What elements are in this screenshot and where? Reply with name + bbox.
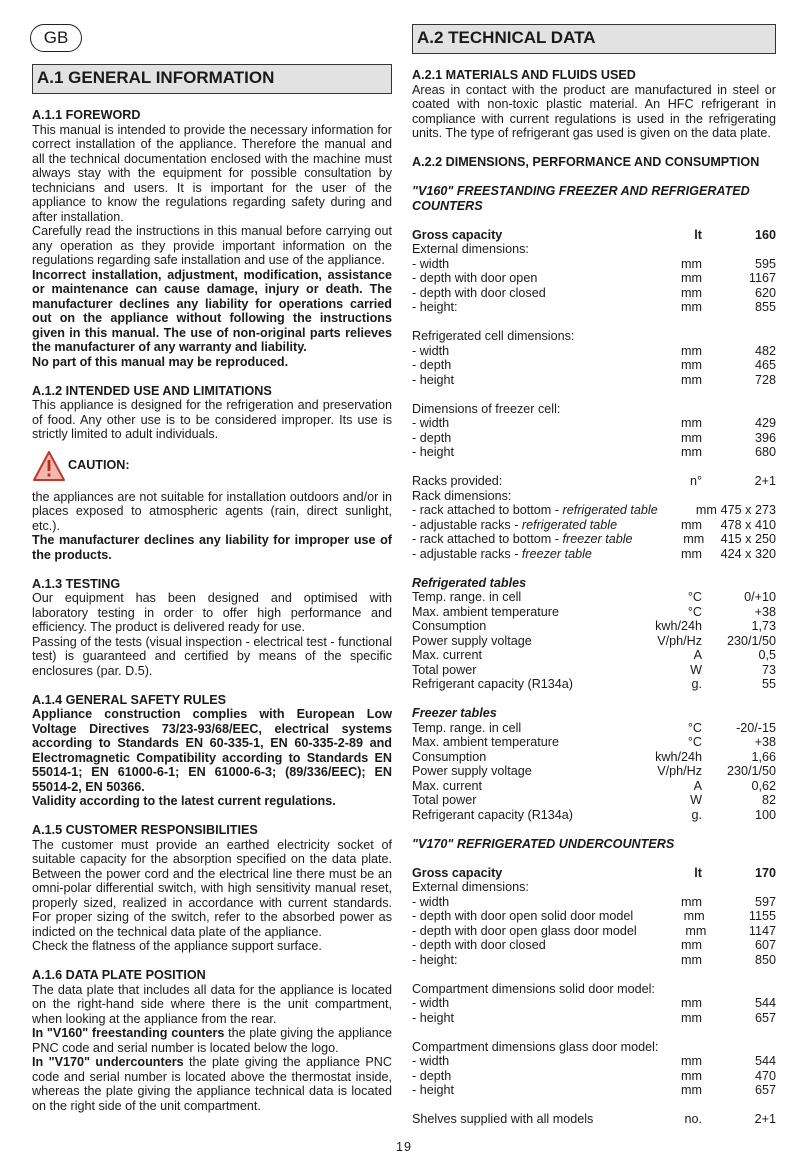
spec-row bbox=[412, 1054, 776, 1069]
spec-label: - depth bbox=[412, 1068, 452, 1083]
testing-paragraph: Passing of the tests (visual inspection - electrical test - functional test) is guaranteed and certified by means of the specific enclosures (par. D.5). bbox=[32, 634, 392, 678]
spec-label bbox=[412, 532, 633, 547]
spec-value: 1147 bbox=[748, 923, 776, 938]
spec-unit: A bbox=[693, 648, 702, 662]
foreword-paragraph: This manual is intended to provide the necessary information for correct installation of the appliance. Therefore the manual and all the technical documentation enclosed with the machine must always stay with the equipment for possible consultation by technicians and users. It is important for the user of the appliance to know the regulations regarding safety during and after installation. bbox=[32, 122, 392, 224]
spec-label: - width bbox=[412, 1054, 450, 1068]
spec-label: Total power bbox=[412, 793, 477, 807]
spec-list bbox=[412, 257, 776, 315]
intended-use-paragraph: This appliance is designed for the refrigeration and preservation of food. Any other use is to be considered improper. Its use is strictly limited to adult individuals. bbox=[32, 398, 392, 441]
spec-unit: W bbox=[690, 793, 702, 807]
spec-value: 2+1 bbox=[754, 474, 776, 488]
spec-value: 1155 bbox=[748, 909, 776, 923]
spec-unit: mm bbox=[681, 894, 702, 909]
spec-row bbox=[412, 358, 776, 373]
spec-row bbox=[412, 300, 776, 315]
caution-disclaimer: The manufacturer declines any liability for improper use of the products. bbox=[32, 533, 392, 562]
spec-value: 855 bbox=[754, 300, 776, 314]
spec-label: Refrigerant capacity (R134a) bbox=[412, 677, 573, 691]
customer-responsibilities-paragraph: The customer must provide an earthed electricity socket of suitable capacity for the absorption specified on the data plate. Between the power cord and the electrical line there must be an omni-polar differential switch, with high sensitivity manual reset, properly sized, realized in accordance with current standards. For proper sizing of the switch, refer to the absorbed power as indicted on the technical data plate of the appliance. bbox=[32, 837, 392, 939]
spec-label: Max. current bbox=[412, 778, 482, 793]
spec-value: 415 x 250 bbox=[720, 532, 776, 546]
spec-value: 1,66 bbox=[751, 749, 776, 764]
spec-unit: mm bbox=[681, 271, 702, 285]
spec-label: Gross capacity bbox=[412, 865, 503, 880]
spec-label: - height: bbox=[412, 300, 458, 314]
customer-responsibilities-title: A.1.5 CUSTOMER RESPONSIBILITIES bbox=[32, 823, 258, 837]
spec-label-prefix: - adjustable racks - bbox=[412, 546, 522, 561]
spec-row bbox=[412, 1069, 776, 1084]
spec-row bbox=[412, 895, 776, 910]
spec-label-italic: refrigerated table bbox=[521, 517, 618, 532]
data-plate-v170-text: the plate giving the appliance PNC code and serial number is located above the thermostat inside, whereas the plate giving the appliance technical data is located on the right side of the unit compartment. bbox=[32, 1055, 392, 1113]
spec-value: 100 bbox=[754, 807, 776, 822]
spec-value: 657 bbox=[754, 1083, 776, 1097]
spec-row bbox=[412, 590, 776, 605]
data-plate-v160-label: In "V160" freestanding counters bbox=[32, 1026, 225, 1040]
spec-unit: mm bbox=[681, 1083, 702, 1097]
refrigerated-tables-title: Refrigerated tables bbox=[412, 575, 527, 590]
spec-label-prefix: - adjustable racks - bbox=[412, 517, 522, 532]
spec-group-label: Dimensions of freezer cell: bbox=[412, 401, 561, 416]
safety-rules-paragraph: Appliance construction complies with European Low Voltage Directives 73/23-93/68/EEC, electrical systems according to Standards EN 60-335-1, EN 60-335-2-89 and Electromagnetic Compatibility according to Standards EN 55014-1; EN 61000-6-1; EN 61000-6-3; (89/336/EEC); EN 55014-2, EN 50366. bbox=[32, 707, 392, 794]
section-heading-technical-data: A.2 TECHNICAL DATA bbox=[412, 24, 776, 54]
spec-row bbox=[412, 445, 776, 460]
spec-list bbox=[412, 721, 776, 823]
spec-label: Temp. range. in cell bbox=[412, 720, 522, 735]
spec-row bbox=[412, 257, 776, 272]
spec-value: 470 bbox=[754, 1068, 776, 1083]
spec-label bbox=[412, 503, 658, 518]
foreword-paragraph: Carefully read the instructions in this manual before carrying out any operation as they provide important information on the regulations regarding safe installation and use of the appliance. bbox=[32, 224, 392, 267]
spec-value: 680 bbox=[754, 445, 776, 459]
intended-use-title: A.1.2 INTENDED USE AND LIMITATIONS bbox=[32, 383, 272, 398]
spec-label: Power supply voltage bbox=[412, 633, 532, 648]
spec-unit: g. bbox=[691, 807, 702, 822]
spec-unit: mm bbox=[681, 996, 702, 1010]
spec-label: Gross capacity bbox=[412, 227, 503, 242]
spec-value: 2+1 bbox=[754, 1112, 776, 1126]
spec-unit: mm bbox=[681, 1068, 702, 1083]
spec-group-label: Rack dimensions: bbox=[412, 488, 512, 503]
spec-value: 620 bbox=[754, 285, 776, 300]
spec-unit: A bbox=[693, 778, 702, 793]
spec-value: +38 bbox=[754, 604, 776, 619]
spec-label: Total power bbox=[412, 662, 477, 677]
data-plate-paragraph bbox=[32, 1055, 392, 1113]
spec-row bbox=[412, 793, 776, 808]
spec-row bbox=[412, 1112, 776, 1127]
spec-unit: kwh/24h bbox=[655, 619, 702, 633]
spec-label: Consumption bbox=[412, 749, 487, 764]
spec-list bbox=[412, 503, 776, 561]
spec-label: - width bbox=[412, 256, 450, 271]
spec-value: 73 bbox=[761, 662, 776, 677]
spec-group-label: External dimensions: bbox=[412, 880, 529, 894]
spec-label: Refrigerant capacity (R134a) bbox=[412, 807, 573, 822]
spec-list bbox=[412, 996, 776, 1025]
section-heading-general-information: A.1 GENERAL INFORMATION bbox=[32, 64, 392, 94]
spec-value: 230/1/50 bbox=[726, 633, 776, 648]
spec-label: - depth with door open bbox=[412, 271, 538, 285]
spec-value: 160 bbox=[754, 227, 776, 242]
spec-unit: mm bbox=[681, 1010, 702, 1025]
language-badge: GB bbox=[30, 24, 82, 52]
spec-list bbox=[412, 416, 776, 460]
spec-row bbox=[412, 416, 776, 431]
spec-unit: mm bbox=[683, 532, 705, 546]
spec-label: Temp. range. in cell bbox=[412, 590, 522, 604]
spec-unit: kwh/24h bbox=[655, 749, 702, 764]
spec-value: 595 bbox=[754, 256, 776, 271]
spec-row bbox=[412, 996, 776, 1011]
spec-row bbox=[412, 605, 776, 620]
spec-label-italic: refrigerated table bbox=[562, 503, 658, 517]
spec-value: 0,62 bbox=[751, 778, 776, 793]
spec-label: - height bbox=[412, 372, 455, 387]
spec-value: 544 bbox=[754, 996, 776, 1010]
spec-unit: V/ph/Hz bbox=[657, 633, 702, 648]
spec-label: - height bbox=[412, 1083, 455, 1097]
spec-value: 544 bbox=[754, 1054, 776, 1068]
spec-value: 429 bbox=[754, 416, 776, 430]
spec-row bbox=[412, 532, 776, 547]
spec-label: - depth bbox=[412, 430, 452, 445]
spec-row bbox=[412, 271, 776, 286]
spec-unit: V/ph/Hz bbox=[657, 764, 702, 778]
spec-row bbox=[412, 909, 776, 924]
spec-value: 482 bbox=[754, 343, 776, 358]
spec-row bbox=[412, 938, 776, 953]
spec-row bbox=[412, 648, 776, 663]
spec-value: 230/1/50 bbox=[726, 764, 776, 778]
spec-row bbox=[412, 634, 776, 649]
v160-title: "V160" FREESTANDING FREEZER AND REFRIGERATED COUNTERS bbox=[412, 183, 750, 213]
spec-row bbox=[412, 344, 776, 359]
caution-paragraph: the appliances are not suitable for installation outdoors and/or in places exposed to atmospheric agents (rain, direct sunlight, etc.). bbox=[32, 489, 392, 533]
spec-label-prefix: - rack attached to bottom - bbox=[412, 503, 563, 517]
spec-label: Consumption bbox=[412, 619, 487, 633]
spec-unit: mm bbox=[681, 517, 702, 532]
spec-value: 657 bbox=[754, 1010, 776, 1025]
spec-row bbox=[412, 721, 776, 736]
data-plate-v160-text: the plate giving the appliance PNC code and serial number is located below the logo. bbox=[32, 1026, 392, 1055]
spec-label-italic: freezer table bbox=[562, 532, 633, 546]
spec-value: -20/-15 bbox=[736, 720, 776, 735]
spec-unit: g. bbox=[691, 677, 702, 691]
spec-label: Shelves supplied with all models bbox=[412, 1112, 594, 1126]
spec-unit: mm bbox=[683, 909, 705, 923]
spec-row bbox=[412, 750, 776, 765]
caution-notice bbox=[32, 450, 392, 482]
spec-label bbox=[412, 518, 628, 533]
spec-label: Max. ambient temperature bbox=[412, 604, 559, 619]
spec-row bbox=[412, 547, 776, 562]
spec-label: - height bbox=[412, 445, 455, 459]
spec-row bbox=[412, 677, 776, 692]
spec-unit: mm bbox=[681, 1054, 702, 1068]
spec-unit: n° bbox=[689, 474, 702, 488]
spec-value: +38 bbox=[754, 735, 776, 749]
spec-unit: W bbox=[690, 662, 702, 677]
spec-row bbox=[412, 953, 776, 968]
spec-unit: mm bbox=[681, 416, 702, 430]
spec-row bbox=[412, 518, 776, 533]
spec-value: 424 x 320 bbox=[720, 546, 776, 561]
spec-group-label: External dimensions: bbox=[412, 242, 529, 256]
v170-title: "V170" REFRIGERATED UNDERCOUNTERS bbox=[412, 836, 675, 851]
spec-row bbox=[412, 779, 776, 794]
spec-list bbox=[412, 590, 776, 692]
data-plate-paragraph bbox=[32, 1026, 392, 1055]
caution-label: CAUTION: bbox=[68, 458, 130, 473]
testing-paragraph: Our equipment has been designed and optimised with laboratory testing in order to offer high performance and efficiency. The product is delivered ready for use. bbox=[32, 591, 392, 634]
spec-label: Max. ambient temperature bbox=[412, 735, 559, 749]
spec-unit: mm bbox=[681, 546, 702, 561]
foreword-title: A.1.1 FOREWORD bbox=[32, 108, 141, 122]
spec-value: 850 bbox=[754, 952, 776, 967]
customer-responsibilities-paragraph: Check the flatness of the appliance support surface. bbox=[32, 939, 322, 953]
safety-rules-title: A.1.4 GENERAL SAFETY RULES bbox=[32, 692, 227, 707]
spec-row bbox=[412, 735, 776, 750]
spec-label: - depth with door closed bbox=[412, 285, 546, 300]
safety-rules-validity: Validity according to the latest current regulations. bbox=[32, 794, 336, 808]
testing-title: A.1.3 TESTING bbox=[32, 576, 121, 591]
spec-value: 597 bbox=[754, 894, 776, 909]
spec-label: - width bbox=[412, 894, 450, 909]
spec-value: 82 bbox=[761, 793, 776, 807]
spec-unit: mm bbox=[695, 503, 717, 517]
spec-list bbox=[412, 1054, 776, 1098]
spec-unit: mm bbox=[685, 923, 707, 938]
spec-group-label: Compartment dimensions glass door model: bbox=[412, 1039, 659, 1054]
spec-label: Max. current bbox=[412, 648, 482, 662]
freezer-tables-title: Freezer tables bbox=[412, 706, 497, 720]
spec-label: - depth with door open glass door model bbox=[412, 923, 637, 938]
spec-group-label: Compartment dimensions solid door model: bbox=[412, 981, 655, 996]
materials-paragraph: Areas in contact with the product are manufactured in steel or coated with non-toxic plastic material. An HFC refrigerant in compliance with current regulations is used in the refrigerating units. The type of refrigerant gas used is given on the data plate. bbox=[412, 82, 776, 140]
data-plate-v170-label: In "V170" undercounters bbox=[32, 1055, 184, 1069]
spec-group-label: Refrigerated cell dimensions: bbox=[412, 329, 575, 343]
spec-value: 607 bbox=[754, 938, 776, 952]
foreword-warning: Incorrect installation, adjustment, modification, assistance or maintenance can cause damage, injury or death. The manufacturer declines any liability for operations carried out on the appliance without following the instructions given in this manual. The use of non-original parts relieves the manufacturer of any warranty and liability. bbox=[32, 267, 392, 354]
spec-unit: mm bbox=[681, 358, 702, 372]
spec-label: Power supply voltage bbox=[412, 764, 532, 778]
spec-label: Racks provided: bbox=[412, 474, 503, 488]
dimensions-title: A.2.2 DIMENSIONS, PERFORMANCE AND CONSUMPTION bbox=[412, 155, 760, 169]
data-plate-paragraph: The data plate that includes all data for the appliance is located on the right-hand side where there is the unit compartment, when looking at the appliance from the rear. bbox=[32, 982, 392, 1026]
spec-value: 478 x 410 bbox=[720, 517, 776, 532]
spec-unit: mm bbox=[681, 343, 702, 358]
foreword-copyright: No part of this manual may be reproduced. bbox=[32, 354, 289, 369]
spec-unit: no. bbox=[684, 1112, 702, 1126]
spec-label bbox=[412, 547, 628, 562]
spec-label: - depth bbox=[412, 358, 452, 372]
spec-value: 0,5 bbox=[758, 648, 776, 662]
spec-label-prefix: - rack attached to bottom - bbox=[412, 532, 563, 546]
spec-unit: lt bbox=[694, 865, 702, 880]
spec-value: 1167 bbox=[748, 271, 776, 285]
spec-unit: °C bbox=[687, 604, 702, 619]
spec-unit: lt bbox=[694, 227, 702, 242]
spec-row bbox=[412, 373, 776, 388]
spec-value: 1,73 bbox=[751, 619, 776, 633]
spec-label: - depth with door open solid door model bbox=[412, 909, 634, 923]
spec-value: 728 bbox=[754, 372, 776, 387]
spec-value: 465 bbox=[754, 358, 776, 372]
spec-unit: mm bbox=[681, 285, 702, 300]
spec-row bbox=[412, 924, 776, 939]
spec-unit: mm bbox=[681, 952, 702, 967]
spec-label: - height bbox=[412, 1010, 455, 1025]
spec-label: - height: bbox=[412, 952, 458, 967]
spec-label: - depth with door closed bbox=[412, 938, 546, 952]
spec-row bbox=[412, 808, 776, 823]
spec-value: 170 bbox=[754, 865, 776, 880]
spec-row bbox=[412, 619, 776, 634]
spec-row bbox=[412, 663, 776, 678]
data-plate-title: A.1.6 DATA PLATE POSITION bbox=[32, 968, 206, 982]
spec-row bbox=[412, 474, 776, 489]
materials-title: A.2.1 MATERIALS AND FLUIDS USED bbox=[412, 68, 636, 82]
spec-list bbox=[412, 344, 776, 388]
warning-triangle-icon bbox=[32, 450, 66, 482]
spec-unit: mm bbox=[681, 430, 702, 445]
spec-row bbox=[412, 503, 776, 518]
spec-value: 396 bbox=[754, 430, 776, 445]
spec-value: 0/+10 bbox=[744, 590, 776, 604]
spec-unit: mm bbox=[681, 256, 702, 271]
spec-unit: mm bbox=[681, 445, 702, 459]
spec-value: 475 x 273 bbox=[720, 503, 776, 517]
spec-list bbox=[412, 895, 776, 968]
spec-row bbox=[412, 764, 776, 779]
spec-row bbox=[412, 228, 776, 243]
spec-row bbox=[412, 866, 776, 881]
spec-value: 55 bbox=[761, 677, 776, 691]
spec-label: - width bbox=[412, 416, 450, 430]
page-number: 19 bbox=[395, 1140, 412, 1154]
spec-label: - width bbox=[412, 343, 450, 358]
spec-unit: °C bbox=[687, 720, 702, 735]
spec-row bbox=[412, 431, 776, 446]
spec-unit: °C bbox=[687, 590, 702, 604]
spec-unit: mm bbox=[681, 300, 702, 314]
spec-unit: mm bbox=[681, 372, 702, 387]
spec-row bbox=[412, 1011, 776, 1026]
spec-unit: mm bbox=[681, 938, 702, 952]
spec-label-italic: freezer table bbox=[521, 546, 592, 561]
spec-unit: °C bbox=[687, 735, 702, 749]
spec-row bbox=[412, 1083, 776, 1098]
spec-row bbox=[412, 286, 776, 301]
spec-label: - width bbox=[412, 996, 450, 1010]
